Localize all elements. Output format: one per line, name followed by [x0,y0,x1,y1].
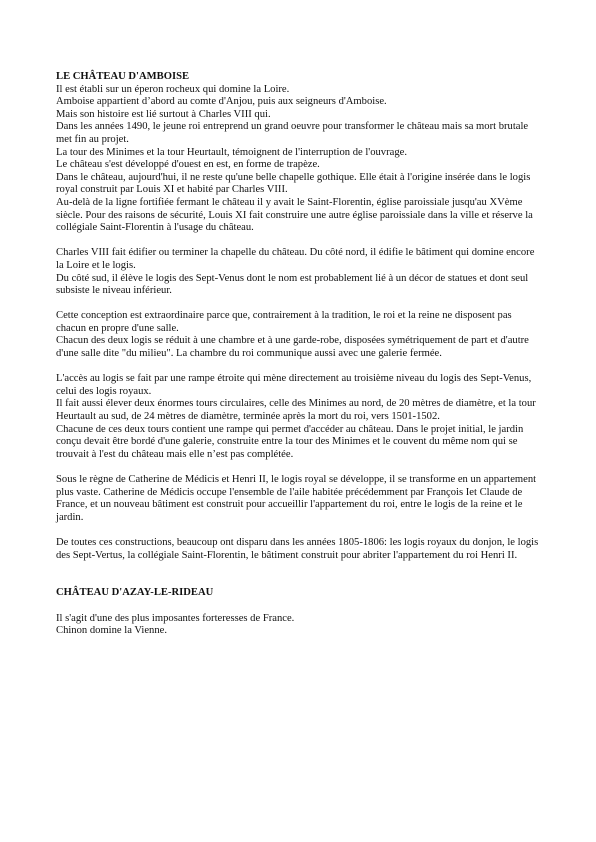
section-title-azay: CHÂTEAU D'AZAY-LE-RIDEAU [56,587,214,599]
paragraph-line: La tour des Minimes et la tour Heurtault, témoignent de l'interruption de l'ouvrage. [56,146,407,158]
paragraph-line: Il s'agit d'une des plus imposantes forteresses de France. [56,612,295,624]
paragraph-spacer [56,461,544,474]
paragraph-line: Il est établi sur un éperon rocheux qui domine la Loire. [56,83,290,95]
paragraph-line: Dans le château, aujourd'hui, il ne reste qu'une belle chapelle gothique. Elle était à l'origine insérée dans le logis royal construit par Louis XI et habité par Charles VIII. [56,171,531,196]
paragraph-line: Charles VIII fait édifier ou terminer la chapelle du château. Du côté nord, il édifie le bâtiment qui domine encore la Loire et le logis. [56,247,535,271]
paragraph-line: Au-delà de la ligne fortifiée fermant le château il y avait le Saint-Florentin, église paroissiale jusqu'au XVème siècle. Pour des raisons de sécurité, Louis XI fait construire une autre église paroissiale dans la ville et réserve la collégiale Saint-Florentin à l'usage du château. [56,196,533,234]
paragraph-line: Il fait aussi élever deux énormes tours circulaires, celle des Minimes au nord, de 20 mètres de diamètre, et la tour Heurtault au sud, de 24 mètres de diamètre, terminée après la mort du roi, vers 1501-1502. [56,398,536,423]
paragraph-spacer [56,524,544,537]
paragraph-line: Amboise appartient d’abord au comte d'Anjou, puis aux seigneurs d'Amboise. [56,96,387,108]
paragraph-line: Mais son histoire est lié surtout à Charles VIII qui. [56,108,271,120]
document-page [56,71,544,638]
paragraph-spacer [56,298,544,311]
paragraph-line: Cette conception est extraordinaire parce que, contrairement à la tradition, le roi et la reine ne disposent pas chacun en propre d'une salle. [56,310,512,334]
paragraph-line: Chacun des deux logis se réduit à une chambre et à une garde-robe, disposées symétriquement de part et d'autre d'une salle dite "du milieu". La chambre du roi communique aussi avec une galerie fermée. [56,335,529,360]
paragraph-line: Chinon domine la Vienne. [56,625,167,637]
paragraph-spacer [56,361,544,374]
paragraph-line: Le château s'est développé d'ouest en est, en forme de trapèze. [56,159,320,171]
paragraph-line: Dans les années 1490, le jeune roi entreprend un grand oeuvre pour transformer le château mais sa mort brutale met fin au projet. [56,121,529,145]
paragraph-line: Chacune de ces deux tours contient une rampe qui permet d'accéder au château. Dans le projet initial, le jardin conçu devait être bordé d'une galerie, construite entre la tour des Minimes et le couvent du même nom qui se trouvait à l'est du château mais elle n’est pas complétée. [56,423,524,460]
paragraph-spacer [56,600,544,613]
paragraph-line: De toutes ces constructions, beaucoup ont disparu dans les années 1805-1806: les logis royaux du donjon, le logis des Sept-Vertus, la collégiale Saint-Florentin, le bâtiment construit pour abriter l'appartement du roi Henri II. [56,536,539,561]
paragraph-line: Sous le règne de Catherine de Médicis et Henri II, le logis royal se développe, il se transforme en un appartement plus vaste. Catherine de Médicis occupe l'ensemble de l'aile habitée précédemment par François Iet Claude de France, et un nouveau bâtiment est construit pour accueillir l'appartement du roi, entre le logis de la reine et le jardin. [56,474,537,523]
section-title-amboise: LE CHÂTEAU D'AMBOISE [56,71,190,82]
paragraph-spacer [56,235,544,248]
paragraph-line: Du côté sud, il élève le logis des Sept-Venus dont le nom est probablement lié à un décor de statues et dont seul subsiste le niveau inférieur. [56,272,529,297]
paragraph-line: L'accès au logis se fait par une rampe étroite qui mène directement au troisième niveau du logis des Sept-Venus, celui des logis royaux. [56,373,532,397]
section-spacer [56,562,544,587]
